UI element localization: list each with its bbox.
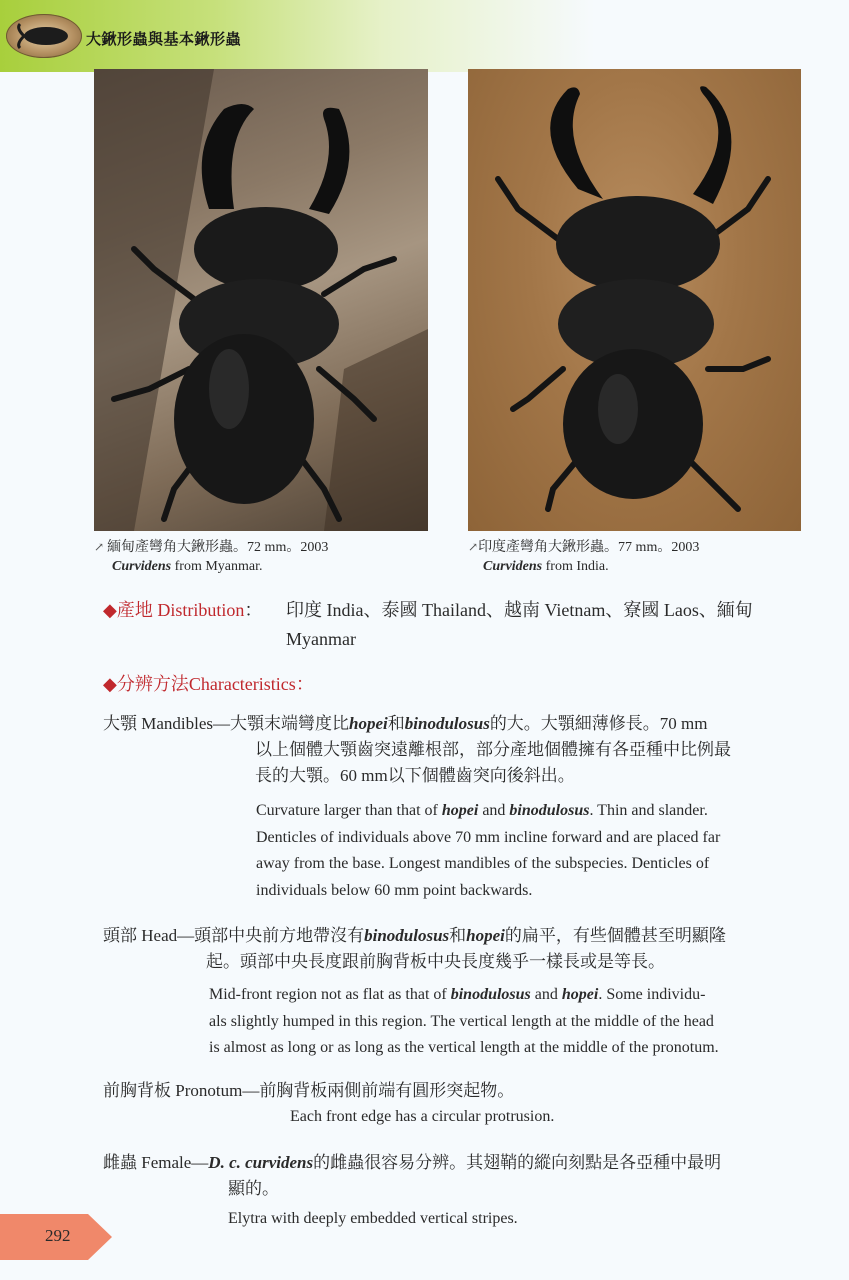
pronotum-term: 前胸背板 Pronotum (103, 1081, 243, 1100)
page-number: 292 (45, 1226, 71, 1245)
caption-zh: 印度產彎角大鍬形蟲。77 mm。2003 (478, 540, 700, 555)
characteristics-heading: ◆分辨方法Characteristics： (103, 674, 314, 694)
beetle-logo-icon (6, 14, 82, 58)
diamond-bullet-icon: ◆ (103, 674, 117, 694)
mandibles-zh: 大顎 Mandibles—大顎末端彎度比hopei和binodulosus的大。大顎細薄修長。70 mm 以上個體大顎齒突遠離根部，部分產地個體擁有各亞種中比例最 長的大顎。60 mm以下個體齒突向後斜出。 (103, 714, 731, 785)
beetle-photo-india (468, 69, 801, 531)
caption-species: Curvidens (483, 559, 543, 574)
head-term: 頭部 Head (103, 926, 178, 945)
mandibles-en: Curvature larger than that of hopei and binodulosus. Thin and slander. Denticles of individuals above 70 mm incline forward and are placed far away from the base. Longest mandibles of the subspecies. Denticles of individuals below 60 mm point backwards. (256, 802, 721, 899)
caption-en: from India. (542, 559, 609, 574)
head-en: Mid-front region not as flat as that of binodulosus and hopei. Some individu- als slightly humped in this region. The vertical length at the middle of the head is almost as long or as long as the vertical length at the middle of the pronotum. (209, 986, 719, 1056)
page-header (0, 0, 849, 72)
female-en: Elytra with deeply embedded vertical stripes. (228, 1210, 518, 1227)
diamond-bullet-icon: ◆ (103, 600, 117, 620)
photo-caption-myanmar (94, 538, 328, 576)
distribution-heading: ◆產地 Distribution： (103, 600, 263, 620)
female-zh: 雌蟲 Female—D. c. curvidens的雌蟲很容易分辨。其翅鞘的縱向刻點是各亞種中最明 顯的。 (103, 1153, 722, 1198)
caption-arrow-icon: ↗ (94, 540, 108, 554)
caption-en: from Myanmar. (171, 559, 263, 574)
photo-caption-india (468, 538, 699, 576)
head-zh: 頭部 Head—頭部中央前方地帶沒有binodulosus和hopei的扁平，有些個體甚至明顯隆 起。頭部中央長度跟前胸背板中央長度幾乎一樣長或是等長。 (103, 926, 726, 971)
female-term: 雌蟲 Female (103, 1153, 192, 1172)
chapter-title: 大鍬形蟲與基本鍬形蟲 (86, 30, 242, 48)
caption-species: Curvidens (112, 559, 172, 574)
pronotum-zh: 前胸背板 Pronotum—前胸背板兩側前端有圓形突起物。 (103, 1081, 515, 1100)
distribution-text: 印度 India、泰國 Thailand、越南 Vietnam、寮國 Laos、緬甸 Myanmar (286, 600, 753, 649)
mandibles-term: 大顎 Mandibles (103, 714, 214, 733)
caption-arrow-icon: ↗ (468, 540, 479, 554)
pronotum-en: Each front edge has a circular protrusion. (290, 1108, 555, 1125)
caption-zh: 緬甸產彎角大鍬形蟲。72 mm。2003 (107, 540, 329, 555)
beetle-photo-myanmar (94, 69, 428, 531)
